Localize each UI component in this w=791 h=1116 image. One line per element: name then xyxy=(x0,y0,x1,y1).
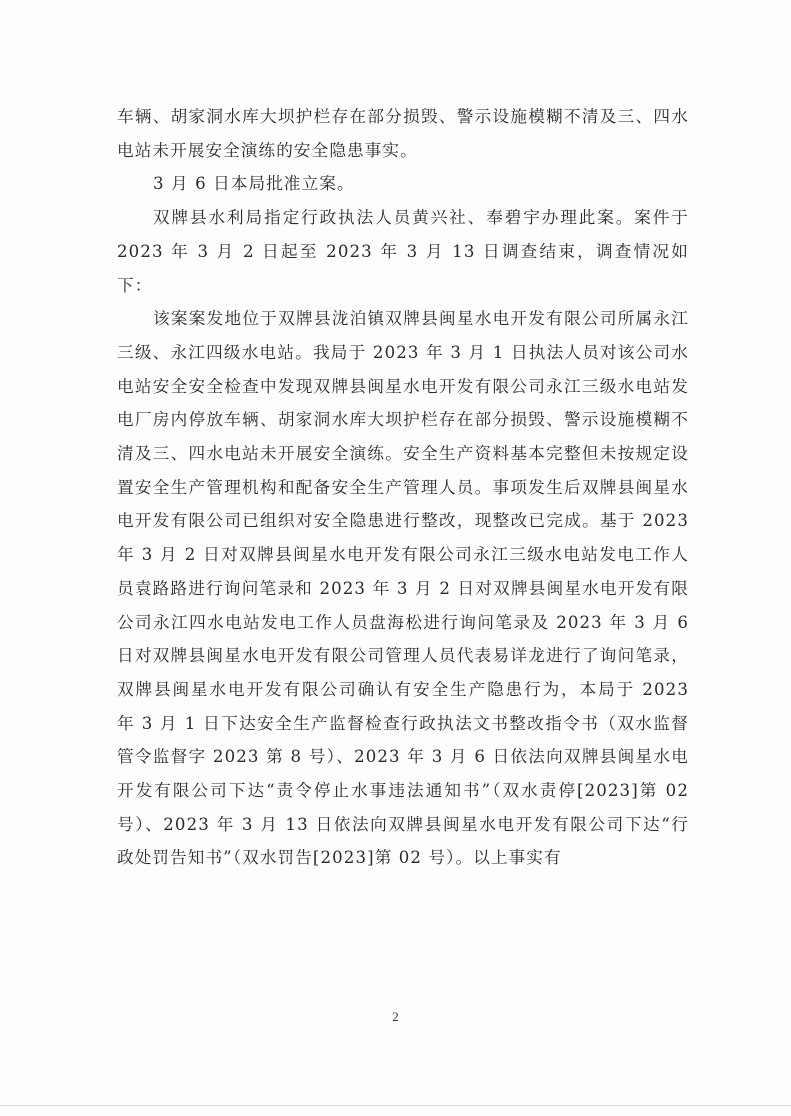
body-text xyxy=(117,100,689,875)
paragraph-case-filing: 3 月 6 日本局批准立案。 xyxy=(153,174,355,194)
paragraph-investigators: 双牌县水利局指定行政执法人员黄兴社、奉碧宇办理此案。案件于 2023 年 3 月 2 日起至 2023 年 3 月 13 日调查结束，调查情况如下： xyxy=(117,208,689,295)
paragraph-investigation-details: 该案案发地位于双牌县泷泊镇双牌县闽星水电开发有限公司所属永江三级、永江四级水电站。我局于 2023 年 3 月 1 日执法人员对该公司水电站安全安全检查中发现双牌县闽星水电开发有限公司永江三级水电站发电厂房内停放车辆、胡家洞水库大坝护栏存在部分损毁、警示设施模糊不清及三、四水电站未开展安全演练。安全生产资料基本完整但未按规定设置安全生产管理机构和配备安全生产管理人员。事项发生后双牌县闽星水电开发有限公司已组织对安全隐患进行整改，现整改已完成。基于 2023 年 3 月 2 日对双牌县闽星水电开发有限公司永江三级水电站发电工作人员袁路路进行询问笔录和 2023 年 3 月 2 日对双牌县闽星水电开发有限公司永江四水电站发电工作人员盘海松进行询问笔录及 2023 年 3 月 6 日对双牌县闽星水电开发有限公司管理人员代表易详龙进行了询问笔录，双牌县闽星水电开发有限公司确认有安全生产隐患行为，本局于 2023 年 3 月 1 日下达安全生产监督检查行政执法文书整改指令书（双水监督管令监督字 2023 第 8 号）、2023 年 3 月 6 日依法向双牌县闽星水电开发有限公司下达“责令停止水事违法通知书”（双水责停[2023]第 02 号）、2023 年 3 月 13 日依法向双牌县闽星水电开发有限公司下达“行政处罚告知书”（双水罚告[2023]第 02 号）。以上事实有 xyxy=(117,309,689,868)
page-number: 2 xyxy=(392,1009,399,1024)
bottom-divider xyxy=(0,1105,791,1106)
paragraph-continuation: 车辆、胡家洞水库大坝护栏存在部分损毁、警示设施模糊不清及三、四水电站未开展安全演练的安全隐患事实。 xyxy=(117,107,689,160)
